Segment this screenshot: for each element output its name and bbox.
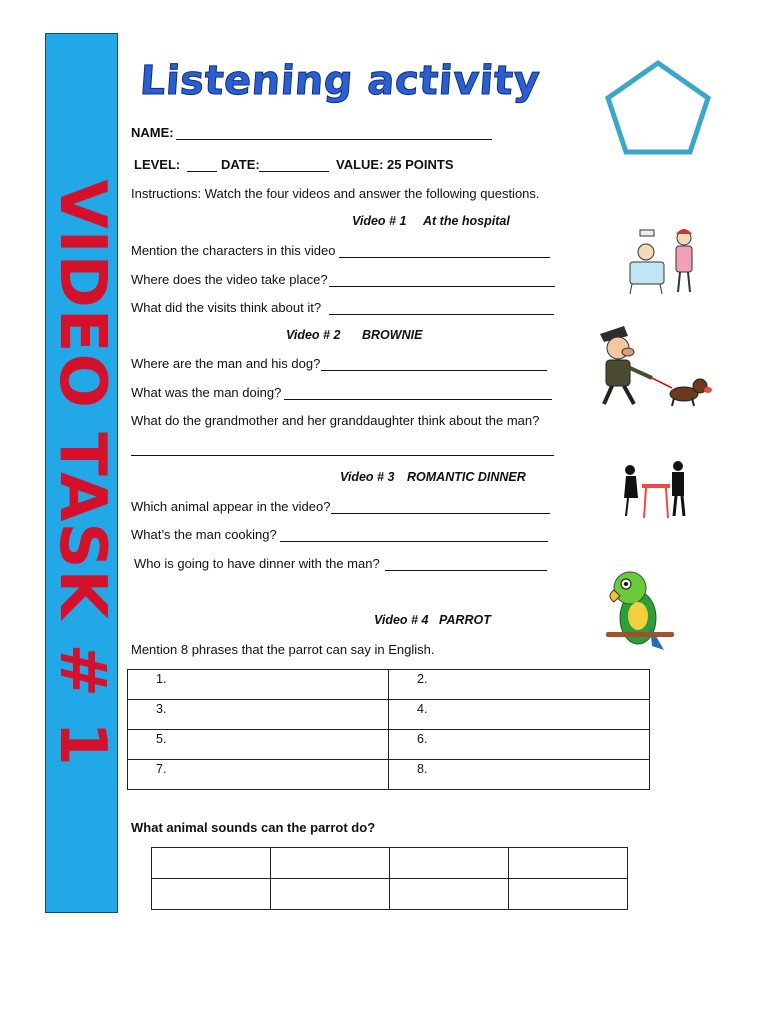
video-3-heading: Video # 3 — [340, 470, 395, 484]
table-cell[interactable]: 7. — [128, 760, 389, 790]
parrot-image — [604, 566, 678, 654]
answer-line[interactable] — [329, 286, 555, 287]
video-3-question-1: Which animal appear in the video? — [131, 499, 331, 514]
date-answer-line[interactable] — [259, 171, 329, 172]
answer-line[interactable] — [131, 455, 554, 456]
phrases-table — [127, 669, 650, 790]
video-1-question-2: Where does the video take place? — [131, 272, 328, 287]
video-2-subtitle: BROWNIE — [362, 328, 423, 342]
table-cell[interactable] — [271, 848, 390, 879]
table-cell[interactable]: 6. — [389, 730, 650, 760]
table-cell[interactable]: 4. — [389, 700, 650, 730]
date-label: DATE: — [221, 157, 260, 172]
video-3-subtitle: ROMANTIC DINNER — [407, 470, 526, 484]
answer-line[interactable] — [331, 513, 550, 514]
romantic-dinner-image — [620, 458, 692, 520]
name-answer-line[interactable] — [176, 139, 492, 140]
video-4-heading: Video # 4 — [374, 613, 429, 627]
video-1-subtitle: At the hospital — [423, 214, 510, 228]
level-label: LEVEL: — [134, 157, 181, 172]
instructions-text: Instructions: Watch the four videos and answer the following questions. — [131, 186, 540, 201]
video-4-prompt: Mention 8 phrases that the parrot can say in English. — [131, 642, 435, 657]
pentagon-icon — [604, 58, 714, 158]
table-cell[interactable]: 2. — [389, 670, 650, 700]
answer-line[interactable] — [329, 314, 554, 315]
man-and-dog-image — [594, 316, 714, 408]
page-title: Listening activity — [138, 58, 542, 104]
table-cell[interactable] — [509, 879, 628, 910]
table-cell[interactable]: 8. — [389, 760, 650, 790]
sounds-question: What animal sounds can the parrot do? — [131, 820, 376, 835]
name-label: NAME: — [131, 125, 174, 140]
sounds-table — [151, 847, 628, 910]
video-2-question-1: Where are the man and his dog? — [131, 356, 321, 371]
table-cell[interactable] — [152, 848, 271, 879]
answer-line[interactable] — [385, 570, 547, 571]
answer-line[interactable] — [321, 370, 547, 371]
video-3-question-3: Who is going to have dinner with the man? — [134, 556, 380, 571]
table-cell[interactable] — [390, 879, 509, 910]
sidebar-title: VIDEO TASK # 1 — [45, 179, 119, 767]
hospital-scene-image — [626, 222, 704, 296]
answer-line[interactable] — [280, 541, 548, 542]
video-3-question-2: What’s the man cooking? — [131, 527, 277, 542]
value-label: VALUE: 25 POINTS — [336, 157, 454, 172]
table-cell[interactable] — [390, 848, 509, 879]
table-cell[interactable] — [509, 848, 628, 879]
video-1-question-3: What did the visits think about it? — [131, 300, 322, 315]
video-2-heading: Video # 2 — [286, 328, 341, 342]
answer-line[interactable] — [339, 257, 550, 258]
video-1-question-1: Mention the characters in this video — [131, 243, 336, 258]
table-cell[interactable]: 5. — [128, 730, 389, 760]
table-cell[interactable] — [271, 879, 390, 910]
video-2-question-2: What was the man doing? — [131, 385, 282, 400]
answer-line[interactable] — [284, 399, 552, 400]
table-cell[interactable]: 3. — [128, 700, 389, 730]
table-cell[interactable]: 1. — [128, 670, 389, 700]
video-1-heading: Video # 1 — [352, 214, 407, 228]
level-answer-line[interactable] — [187, 171, 217, 172]
video-4-subtitle: PARROT — [439, 613, 491, 627]
video-2-question-3: What do the grandmother and her granddaughter think about the man? — [131, 413, 540, 428]
table-cell[interactable] — [152, 879, 271, 910]
